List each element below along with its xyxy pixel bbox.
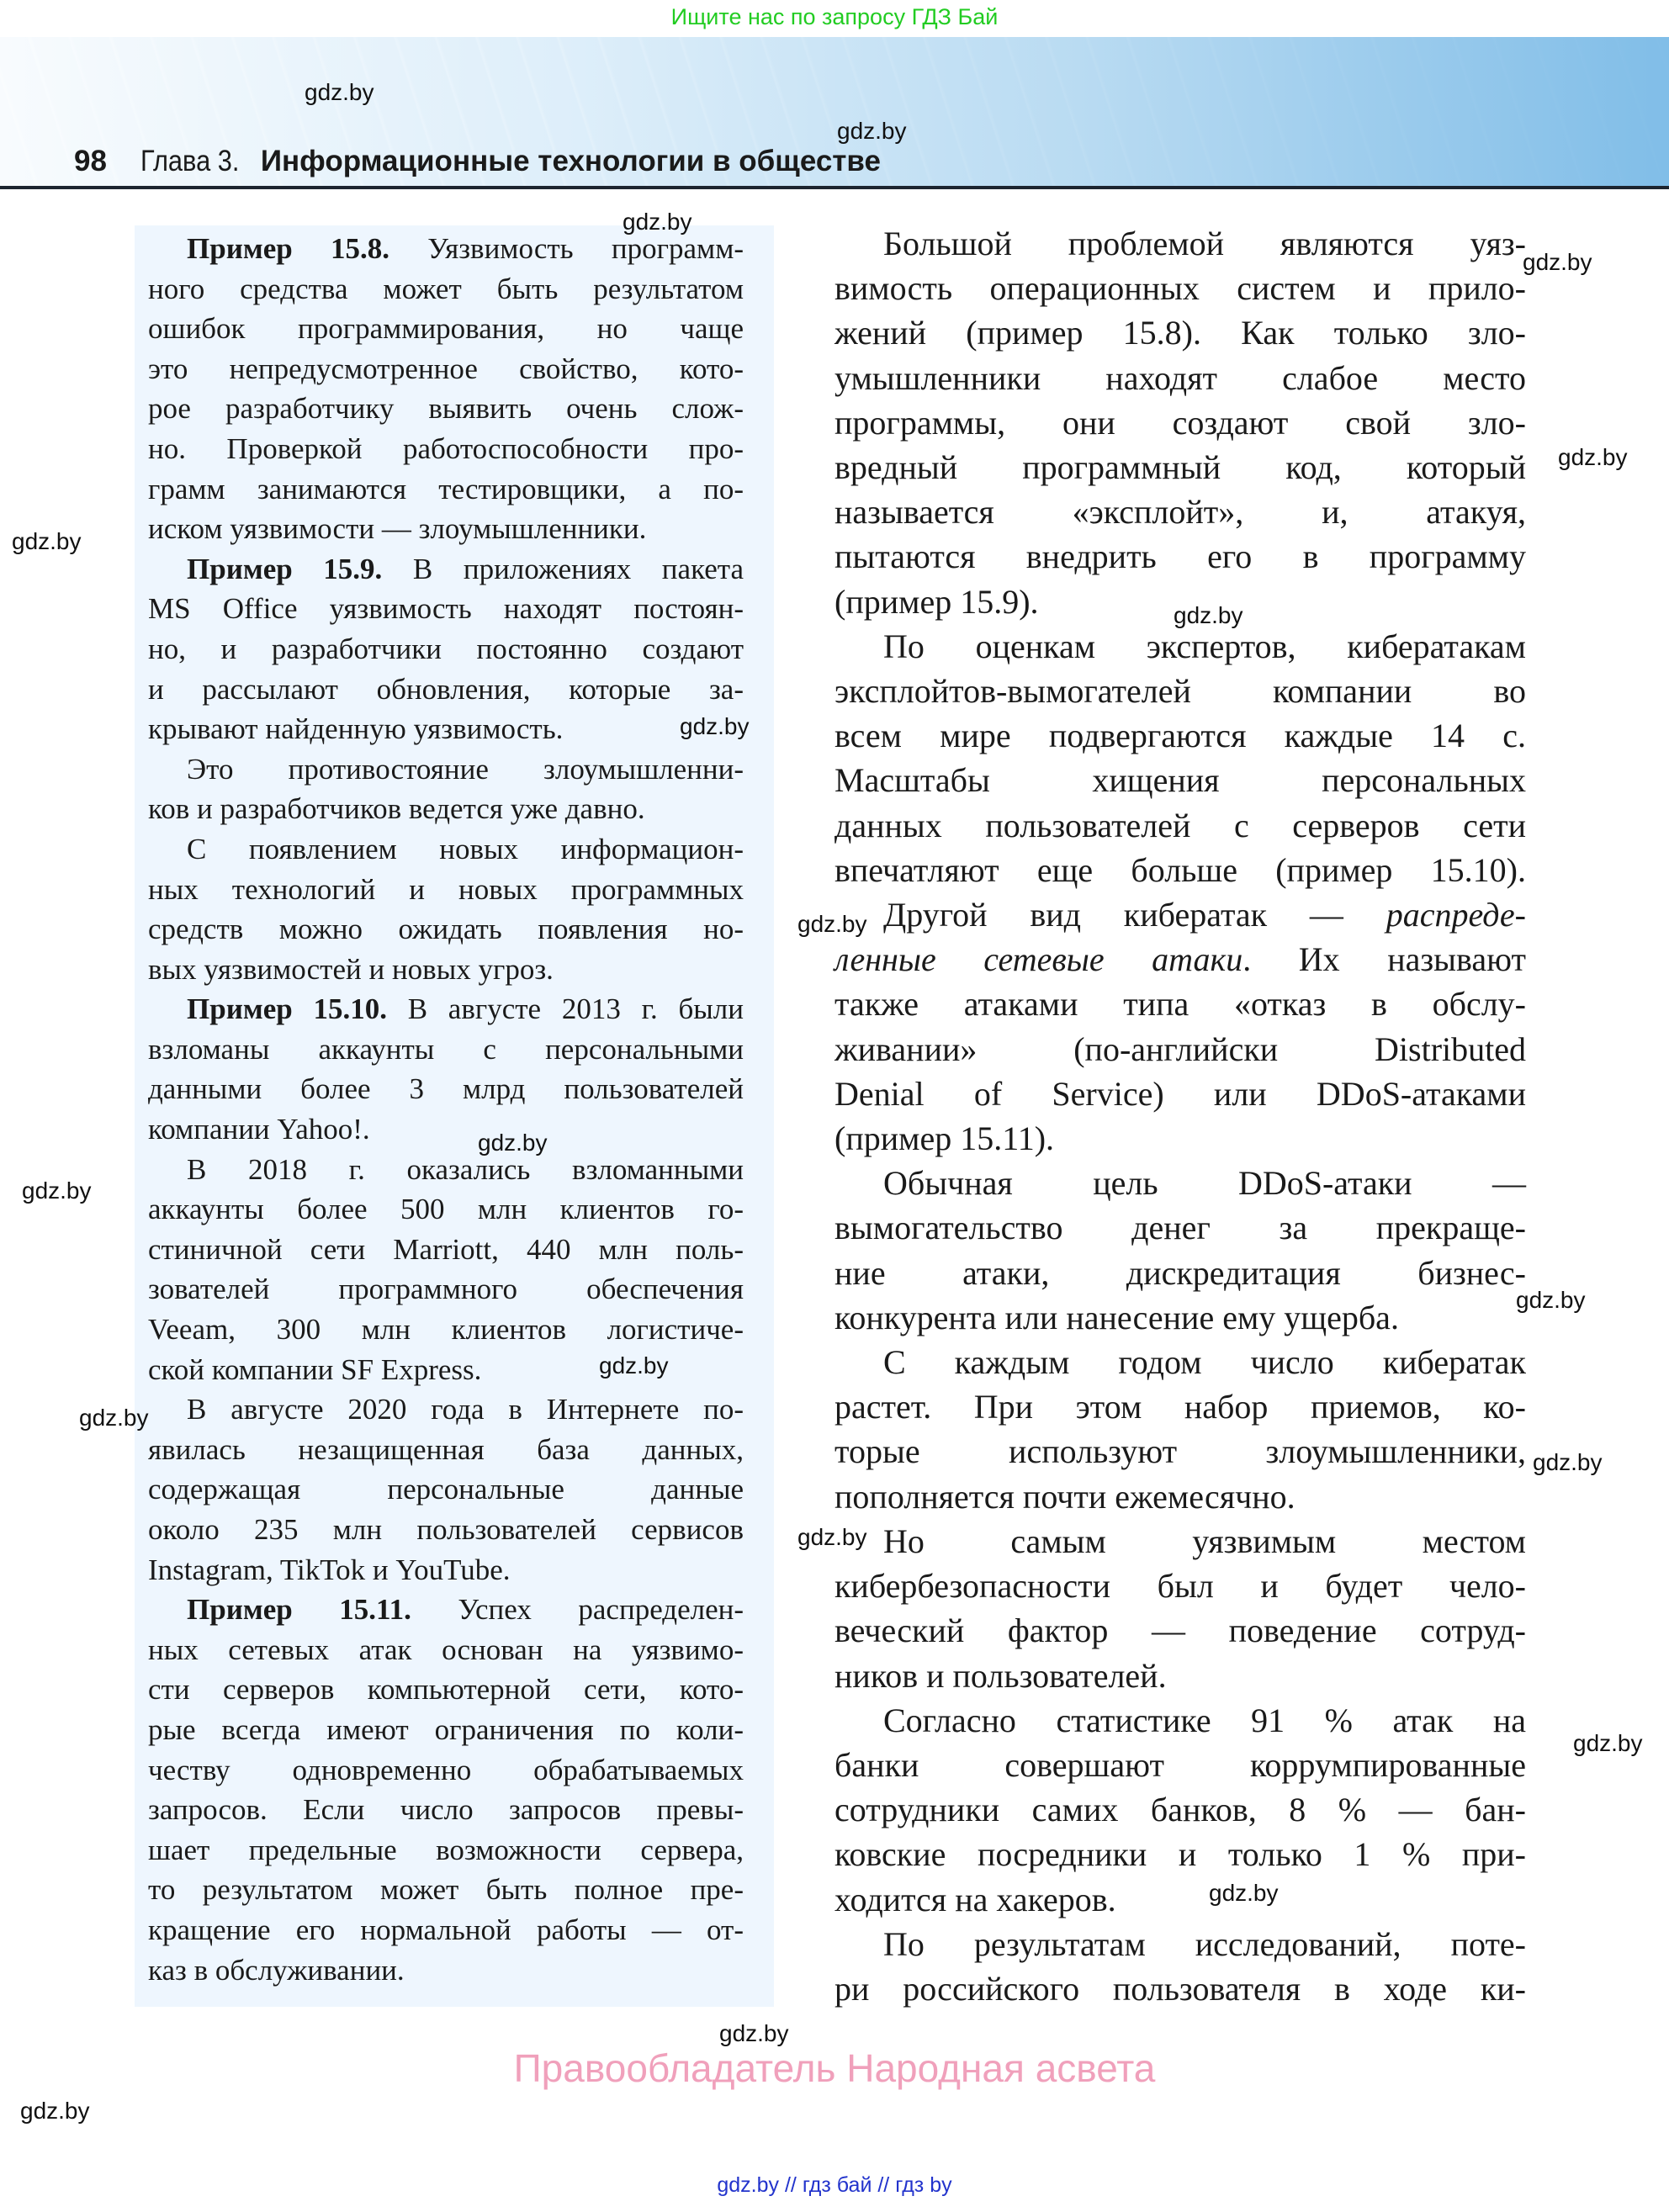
text-line: взломаны аккаунты с персональными [148, 1032, 744, 1066]
watermark: gdz.by [1209, 1880, 1279, 1906]
text-line: По оценкам экспертов, кибератакам [883, 627, 1526, 665]
text-line: стиничной сети Marriott, 440 млн поль- [148, 1232, 744, 1266]
text-line: ковские посредники и только 1 % при- [834, 1835, 1526, 1874]
text-line: (пример 15.11). [834, 1119, 1055, 1158]
watermark: gdz.by [1174, 602, 1243, 628]
text-line: то результатом может быть полное пре- [148, 1873, 744, 1907]
text-line: и рассылают обновления, которые за- [148, 672, 744, 706]
text-line: сти серверов компьютерной сети, кото- [148, 1673, 744, 1707]
text-line: вымогательство денег за прекраще- [834, 1209, 1526, 1247]
text-line: растет. При этом набор приемов, ко- [834, 1388, 1526, 1426]
watermark: gdz.by [12, 528, 82, 554]
main-text-column [834, 221, 1526, 2011]
text-line: Другой вид кибератак — распреде- [883, 896, 1526, 934]
term-emphasis: ленные сетевые атаки [834, 940, 1243, 979]
text-line: умышленники находят слабое место [834, 358, 1526, 397]
text-line: ошибок программирования, но чаще [148, 312, 744, 346]
text-line: ленные сетевые атаки. Их называют [834, 940, 1526, 979]
text-line: зователей программного обеспечения [148, 1273, 744, 1306]
text-line: эксплойтов-вымогателей компании во [834, 672, 1526, 711]
text-line: В 2018 г. оказались взломанными [187, 1152, 744, 1186]
text-line: сотрудники самих банков, 8 % — бан- [834, 1791, 1526, 1829]
watermark: gdz.by [797, 911, 867, 937]
text-line: средств можно ожидать появления но- [148, 913, 744, 946]
text-line: Denial of Service) или DDoS-атаками [834, 1074, 1526, 1113]
text-line: программы, они создают свой зло- [834, 403, 1526, 442]
text-line: грамм занимаются тестировщики, а по- [148, 472, 744, 505]
example-label: Пример 15.8. [187, 232, 389, 265]
text-line: В августе 2020 года в Интернете по- [187, 1393, 744, 1426]
watermark: gdz.by [599, 1352, 669, 1379]
watermark: gdz.by [1558, 444, 1628, 470]
text-line: впечатляют еще больше (пример 15.10). [834, 850, 1526, 889]
text-line: По результатам исследований, поте- [883, 1924, 1526, 1963]
text-line: ри российского пользователя в ходе ки- [834, 1969, 1526, 2008]
watermark: gdz.by [478, 1130, 548, 1156]
text-line: ных сетевых атак основан на уязвимо- [148, 1633, 744, 1666]
text-line: Пример 15.9. В приложениях пакета [187, 552, 744, 585]
text-line: ников и пользователей. [834, 1656, 1167, 1695]
watermark: gdz.by [680, 713, 750, 739]
text-line: Instagram, TikTok и YouTube. [148, 1553, 511, 1586]
watermark: gdz.by [623, 209, 692, 235]
text-line: всем мире подвергаются каждые 14 с. [834, 717, 1526, 755]
text-line: явилась незащищенная база данных, [148, 1432, 744, 1466]
text-line: содержащая персональные данные [148, 1473, 744, 1506]
text-line: ков и разработчиков ведется уже давно. [148, 792, 645, 826]
text-line: Согласно статистике 91 % атак на [883, 1701, 1526, 1739]
text-line: рые всегда имеют ограничения по коли- [148, 1712, 744, 1746]
running-head [74, 140, 881, 183]
watermark: gdz.by [79, 1405, 149, 1431]
text-line: MS Office уязвимость находят постоян- [148, 592, 744, 626]
text-line: Пример 15.10. В августе 2013 г. были [187, 992, 744, 1026]
watermark: gdz.by [22, 1177, 92, 1204]
page-number: 98 [74, 145, 107, 177]
text-line: вимость операционных систем и прило- [834, 269, 1526, 308]
text-line: вых уязвимостей и новых угроз. [148, 952, 554, 986]
text-line: но. Проверкой работоспособности про- [148, 431, 744, 465]
text-line: иском уязвимости — злоумышленники. [148, 512, 647, 546]
text-line: (пример 15.9). [834, 582, 1039, 621]
copyright-notice: Правообладатель Народная асвета [513, 2046, 1156, 2090]
text-line: честву одновременно обрабатываемых [148, 1753, 744, 1786]
text-line: рое разработчику выявить очень слож- [148, 392, 744, 426]
text-line: С каждым годом число кибератак [883, 1343, 1526, 1382]
footer-links[interactable]: gdz.by // гдз бай // гдз by [717, 2173, 952, 2197]
text-line: ного средства может быть результатом [148, 272, 744, 305]
text-line: пополняется почти ежемесячно. [834, 1477, 1295, 1516]
text-line: кибербезопасности был и будет чело- [834, 1567, 1526, 1606]
watermark: gdz.by [1533, 1449, 1603, 1475]
examples-column [148, 229, 744, 1990]
watermark: gdz.by [20, 2098, 90, 2124]
text-line: также атаками типа «отказ в обслу- [834, 985, 1526, 1024]
text-line: крывают найденную уязвимость. [148, 712, 564, 746]
text-line: С появлением новых информацион- [187, 832, 744, 865]
watermark: gdz.by [719, 2020, 789, 2046]
text-line: аккаунты более 500 млн клиентов го- [148, 1193, 744, 1226]
text-line: Veeam, 300 млн клиентов логистиче- [148, 1313, 744, 1347]
text-line: вредный программный код, который [834, 448, 1526, 487]
text-line: Пример 15.11. Успех распределен- [187, 1593, 744, 1627]
text-line: Обычная цель DDoS-атаки — [883, 1164, 1526, 1203]
term-emphasis: распреде- [1386, 896, 1526, 934]
text-line: но, и разработчики постоянно создают [148, 632, 744, 665]
text-line: живании» (по-английски Distributed [834, 1029, 1526, 1068]
chapter-title: Информационные технологии в обществе [260, 145, 881, 177]
header-rule [0, 186, 1669, 189]
text-line: Но самым уязвимым местом [883, 1521, 1526, 1560]
text-line: называется «эксплойт», и, атакуя, [834, 493, 1526, 532]
watermark: gdz.by [837, 118, 907, 144]
text-line: торые используют злоумышленники, [834, 1432, 1526, 1471]
watermark: gdz.by [1523, 249, 1592, 275]
text-line: кращение его нормальной работы — от- [148, 1913, 744, 1946]
text-line: Пример 15.8. Уязвимость программ- [187, 232, 744, 265]
text-line: каз в обслуживании. [148, 1953, 405, 1987]
text-line: около 235 млн пользователей сервисов [148, 1513, 744, 1546]
example-label: Пример 15.10. [187, 992, 387, 1026]
watermark: gdz.by [1516, 1287, 1586, 1313]
watermark: gdz.by [797, 1524, 867, 1550]
text-line: конкурента или нанесение ему ущерба. [834, 1298, 1399, 1336]
watermark: gdz.by [305, 79, 374, 105]
watermark: gdz.by [1573, 1730, 1643, 1756]
text-line: это непредусмотренное свойство, кото- [148, 352, 744, 385]
text-line: ние атаки, дискредитация бизнес- [834, 1253, 1526, 1292]
example-label: Пример 15.9. [187, 552, 383, 585]
text-line: жений (пример 15.8). Как только зло- [834, 314, 1526, 352]
text-line: шает предельные возможности сервера, [148, 1833, 744, 1866]
text-line: ных технологий и новых программных [148, 872, 744, 906]
text-line: ской компании SF Express. [148, 1352, 482, 1386]
text-line: данных пользователей с серверов сети [834, 806, 1526, 844]
text-line: ходится на хакеров. [834, 1880, 1116, 1918]
text-line: Масштабы хищения персональных [834, 761, 1526, 800]
text-line: веческий фактор — поведение сотруд- [834, 1611, 1526, 1650]
text-line: запросов. Если число запросов превы- [148, 1793, 744, 1827]
text-line: Большой проблемой являются уяз- [883, 225, 1526, 262]
example-label: Пример 15.11. [187, 1593, 411, 1627]
chapter-prefix: Глава 3. [140, 145, 240, 177]
text-line: данными более 3 млрд пользователей [148, 1072, 744, 1106]
text-line: компании Yahoo!. [148, 1113, 370, 1146]
text-line: Это противостояние злоумышленни- [187, 752, 744, 786]
text-line: банки совершают коррумпированные [834, 1745, 1526, 1784]
text-line: пытаются внедрить его в программу [834, 537, 1526, 576]
search-notice: Ищите нас по запросу ГДЗ Бай [670, 4, 999, 29]
